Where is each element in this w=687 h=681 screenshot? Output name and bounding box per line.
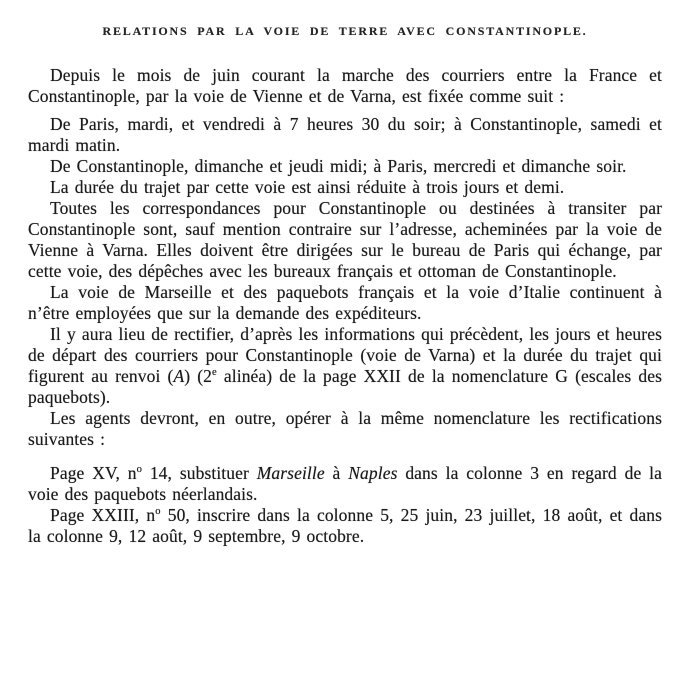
- paragraph-voie-marseille: La voie de Marseille et des paquebots français et la voie d’Italie continuent à n’être employées que sur la demande des expéditeurs.: [28, 282, 662, 323]
- paragraph-agents: Les agents devront, en outre, opérer à la même nomenclature les rectifications suivantes :: [28, 408, 662, 449]
- paragraph-rectification-renvoi: Il y aura lieu de rectifier, d’après les informations qui précèdent, les jours et heures de départ des courriers pour Constantinople (voie de Varna) et la durée du trajet qui figurent au renvoi (A) (2e alinéa) de la page XXII de la nomenclature G (escales des paquebots).: [28, 324, 663, 407]
- paragraph-page-xxiii: Page XXIII, $n^o$ 50, inscrire dans la colonne 5, 25 juin, 23 juillet, 18 août, et dans la colonne 9, 12 août, 9 septembre, 9 octobre.: [28, 505, 662, 546]
- document-title: RELATIONS PAR LA VOIE DE TERRE AVEC CONSTANTINOPLE.: [102, 24, 588, 38]
- paragraph-page-xv: Page XV, $n^o$ 14, substituer Marseille à Naples dans la colonne 3 en regard de la voie des paquebots néerlandais.: [28, 463, 662, 504]
- paragraph-depart-paris: De Paris, mardi, et vendredi à 7 heures 30 du soir; à Constantinople, samedi et mardi matin.: [28, 114, 662, 155]
- paragraph-acheminement: Toutes les correspondances pour Constantinople ou destinées à transiter par Constantinople sont, sauf mention contraire sur l’adresse, acheminées par la voie de Vienne à Varna. Elles doivent être dirigées sur le bureau de Paris qui échange, par cette voie, des dépêches avec les bureaux français et ottoman de Constantinople.: [28, 198, 662, 281]
- paragraph-duree-trajet: La durée du trajet par cette voie est ainsi réduite à trois jours et demi.: [50, 177, 565, 197]
- paragraph-intro: Depuis le mois de juin courant la marche des courriers entre la France et Constantinople, par la voie de Vienne et de Varna, est fixée comme suit :: [28, 65, 662, 106]
- paragraph-depart-constantinople: De Constantinople, dimanche et jeudi midi; à Paris, mercredi et dimanche soir.: [50, 156, 627, 176]
- document-body: [28, 65, 662, 547]
